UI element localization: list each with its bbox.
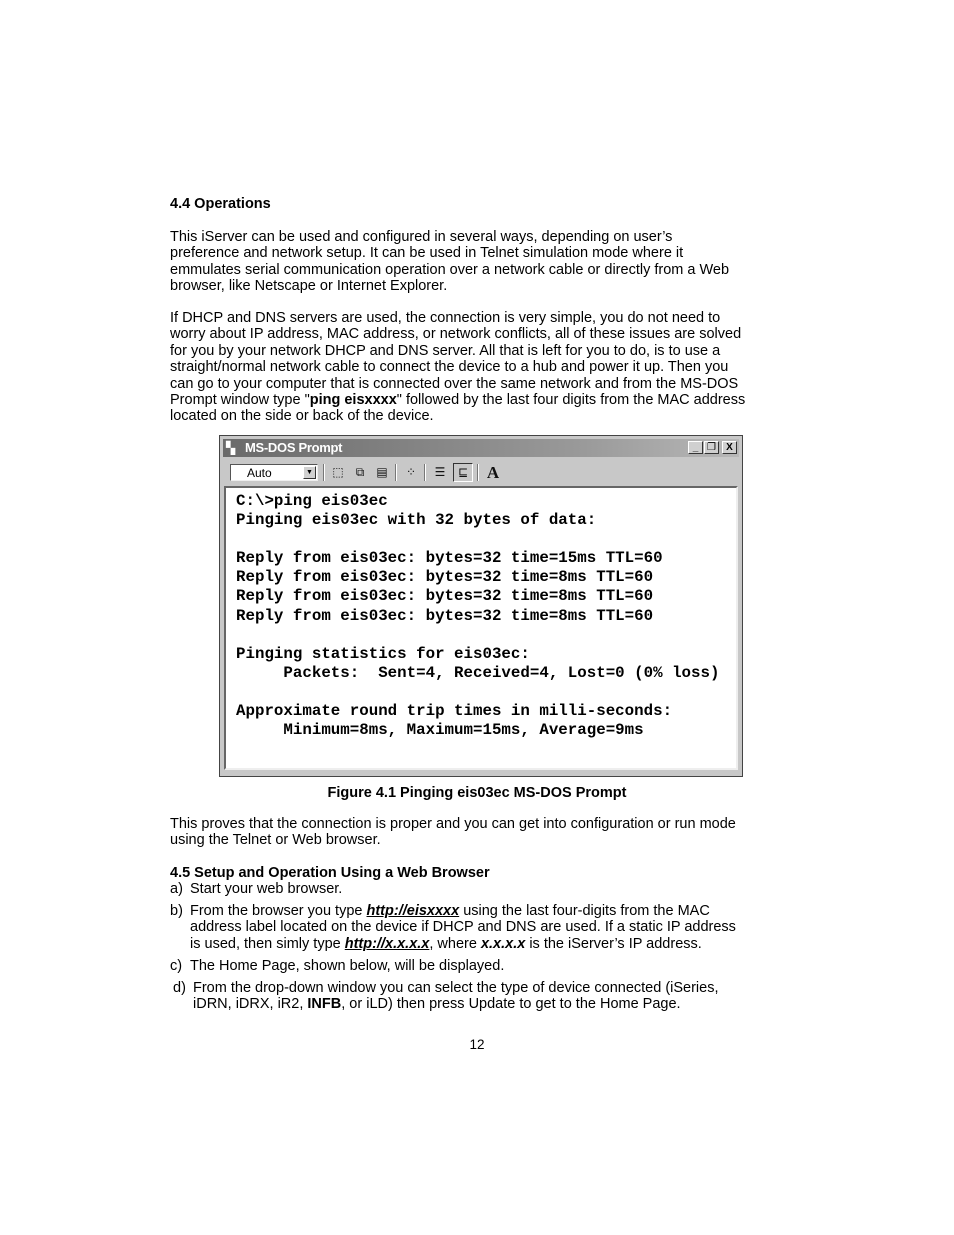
section-heading-operations: 4.4 Operations <box>170 196 271 212</box>
page-number: 12 <box>469 1037 485 1052</box>
list-marker: c) <box>170 958 183 974</box>
text-run: using the last four-digits from the MAC <box>459 903 710 919</box>
list-marker: b) <box>170 903 183 919</box>
ip-url-link[interactable]: http://x.x.x.x <box>344 935 430 952</box>
paragraph-line: If DHCP and DNS servers are used, the connection is very simple, you do not need to <box>170 310 721 326</box>
fullscreen-icon[interactable]: ⁘ <box>401 463 421 482</box>
toolbar-separator <box>395 464 397 481</box>
ping-command: ping eisxxxx <box>309 392 397 409</box>
list-marker: d) <box>173 980 186 996</box>
paragraph-line: for you by your network DHCP and DNS server. All that is left for you to do, is to use a <box>170 342 721 359</box>
ip-placeholder: x.x.x.x <box>480 935 526 952</box>
section-heading-web-browser: 4.5 Setup and Operation Using a Web Browser <box>170 865 490 881</box>
window-toolbar <box>223 460 739 484</box>
list-item-line: From the drop-down window you can select the type of device connected (iSeries, <box>193 980 719 996</box>
font-size-value: Auto <box>247 466 272 480</box>
properties-icon[interactable]: ☰ <box>430 463 450 482</box>
paragraph-intro <box>170 229 790 295</box>
console-text: C:\>ping eis03ec Pinging eis03ec with 32 bytes of data: Reply from eis03ec: bytes=32 time=15ms TTL=60 Reply from eis03ec: bytes=32 time=8ms TTL=60 Reply from eis03ec: bytes=32 time=8ms TTL=60 Reply from eis03ec: bytes=32 time=8ms TTL=60 Pinging statistics for eis03ec: Packets: Sent=4, Received=4, Lost=0 (0% loss) Approximate round trip times in milli-seconds: Minimum=8ms, Maximum=15ms, Average=9ms <box>236 492 720 740</box>
mark-icon[interactable]: ⬚ <box>328 463 348 482</box>
minimize-button[interactable]: _ <box>688 441 703 454</box>
paragraph-line <box>170 392 790 408</box>
text-run: " followed by the last four digits from the MAC address <box>396 392 746 409</box>
window-title: MS-DOS Prompt <box>245 440 343 455</box>
paste-icon[interactable]: ▤ <box>372 463 392 482</box>
console-output-area[interactable] <box>224 486 738 770</box>
close-button[interactable]: X <box>722 441 737 454</box>
list-item-text: The Home Page, shown below, will be displayed. <box>190 958 505 974</box>
text-run: Prompt window type " <box>170 392 310 409</box>
list-item-line <box>190 903 736 919</box>
toolbar-separator <box>477 464 479 481</box>
infb-label: INFB <box>307 996 342 1013</box>
paragraph-line: This iServer can be used and configured in several ways, depending on user’s <box>170 229 673 245</box>
figure-caption: Figure 4.1 Pinging eis03ec MS-DOS Prompt <box>327 785 627 801</box>
list-item-line <box>193 996 719 1012</box>
paragraph-proof <box>170 816 790 849</box>
ms-dos-window-figure <box>219 435 743 777</box>
paragraph-line: emmulates serial communication operation over a network cable or directly from a Web <box>170 261 730 278</box>
list-item-line: address label located on the device if DHCP and DNS are used. If a static IP address <box>190 919 736 936</box>
ms-dos-app-icon: ▚ <box>226 441 236 455</box>
paragraph-dhcp <box>170 310 790 425</box>
text-run: is used, then simly type <box>190 935 345 952</box>
list-item-text: Start your web browser. <box>190 881 343 897</box>
font-icon[interactable]: A <box>483 463 503 482</box>
background-icon[interactable]: ⊑ <box>453 463 473 482</box>
list-marker: a) <box>170 881 183 897</box>
restore-button[interactable]: ❐ <box>704 441 719 454</box>
text-run: , or iLD) then press Update to get to the Home Page. <box>341 996 681 1013</box>
text-run: , where <box>429 935 481 952</box>
text-run: is the iServer’s IP address. <box>525 935 702 952</box>
text-run: From the browser you type <box>190 903 367 919</box>
paragraph-line: This proves that the connection is proper and you can get into configuration or run mode <box>170 816 736 832</box>
chevron-down-icon[interactable]: ▼ <box>303 466 316 479</box>
font-size-select[interactable] <box>230 464 318 481</box>
text-run: iDRN, iDRX, iR2, <box>193 996 308 1013</box>
copy-icon[interactable]: ⧉ <box>350 463 370 482</box>
paragraph-line: browser, like Netscape or Internet Explorer. <box>170 278 448 295</box>
paragraph-line: straight/normal network cable to connect the device to a hub and power it up. Then you <box>170 359 729 376</box>
list-item-line <box>190 936 736 952</box>
paragraph-line: using the Telnet or Web browser. <box>170 832 381 849</box>
window-titlebar[interactable] <box>223 439 739 457</box>
eisxxxx-url-link[interactable]: http://eisxxxx <box>366 903 460 919</box>
paragraph-line: preference and network setup. It can be used in Telnet simulation mode where it <box>170 245 684 262</box>
paragraph-line: located on the side or back of the device. <box>170 408 434 425</box>
paragraph-line: worry about IP address, MAC address, or network conflicts, all of these issues are solved <box>170 326 742 343</box>
toolbar-separator <box>323 464 325 481</box>
paragraph-line: can go to your computer that is connected over the same network and from the MS-DOS <box>170 375 739 392</box>
toolbar-separator <box>424 464 426 481</box>
